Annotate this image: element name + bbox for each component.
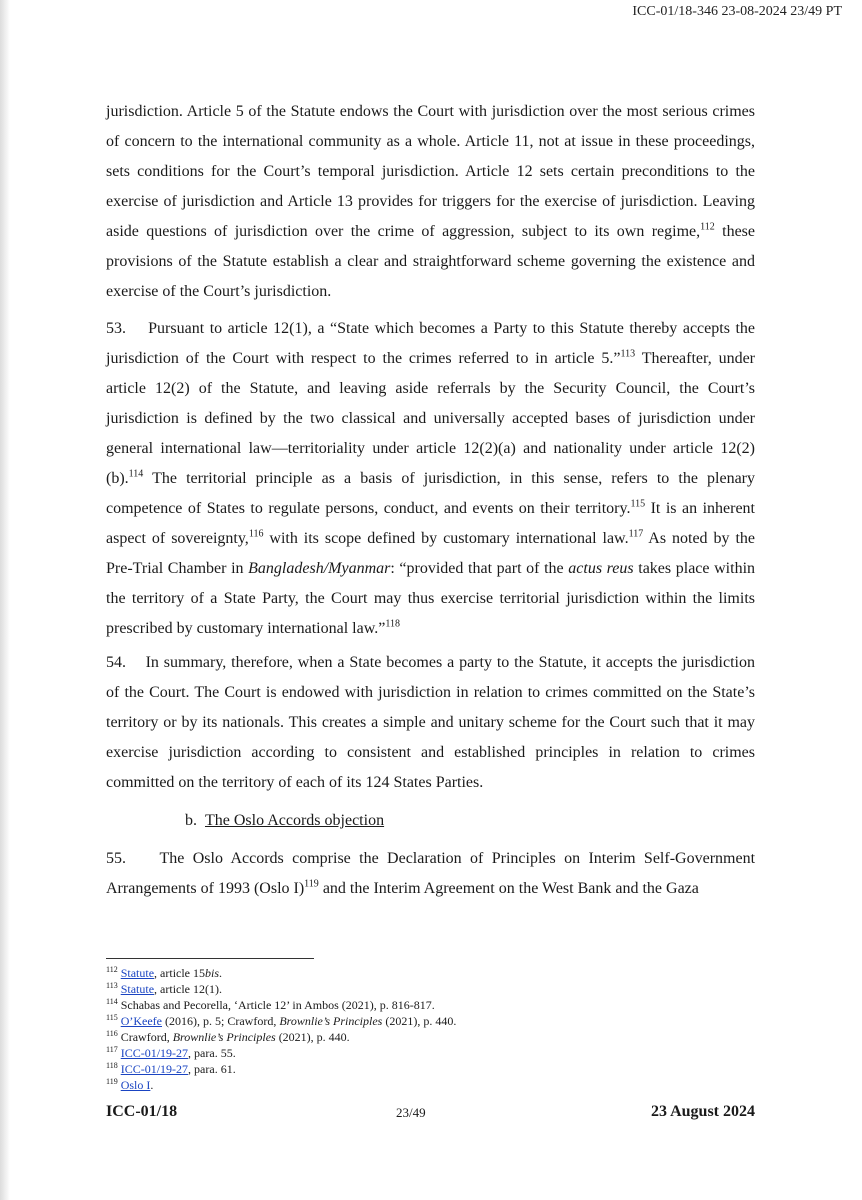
- text: , article 15: [154, 966, 206, 980]
- footnote: [106, 1029, 706, 1045]
- footnote-link[interactable]: Oslo I: [120, 1078, 151, 1092]
- footnote-divider: [106, 958, 314, 959]
- text: It is an inherent aspect of sovereignty,: [106, 500, 755, 547]
- text: (2016), p. 5; Crawford,: [162, 1014, 280, 1028]
- text: Schabas and Pecorella, ‘Article 12’ in Ambos (2021), p. 816-817.: [120, 998, 435, 1012]
- paragraph-number: 54.: [106, 654, 126, 671]
- footnote-number: 112: [106, 965, 118, 974]
- footnote-ref[interactable]: 119: [304, 878, 319, 890]
- text: , para. 61.: [188, 1062, 236, 1076]
- footnote-ref[interactable]: 113: [620, 348, 636, 360]
- footnote-ref[interactable]: 118: [385, 618, 400, 630]
- footnote-ref[interactable]: 116: [248, 528, 264, 540]
- footnote: [106, 1061, 706, 1077]
- text: Pursuant to article 12(1), a “State which becomes a Party to this Statute thereby accepts the jurisdiction of the Court with respect to the crimes referred to in article 5.”: [106, 320, 756, 367]
- text: .: [150, 1078, 154, 1092]
- footnote-ref[interactable]: 117: [628, 528, 644, 540]
- text: takes place within the territory of a State Party, the Court may thus exercise territorial jurisdiction within the limits prescribed by customary international law.”: [106, 560, 756, 637]
- text: bis: [205, 966, 220, 980]
- footnote-link[interactable]: Statute: [120, 982, 155, 996]
- text: : “provided that part of the: [390, 560, 569, 577]
- text: (2021), p. 440.: [382, 1014, 457, 1028]
- footnote: [106, 997, 706, 1013]
- text: jurisdiction. Article 5 of the Statute endows the Court with jurisdiction over the most serious crimes of concern to the international community as a whole. Article 11, not at issue in these proceedings, sets conditions for the Court’s temporal jurisdiction. Article 12 sets certain preconditions to the exercise of jurisdiction and Article 13 provides for triggers for the exercise of jurisdiction. Leaving aside questions of jurisdiction over the crime of aggression, subject to its own regime,: [106, 103, 755, 240]
- paragraph-55: [106, 844, 755, 904]
- text: Brownlie’s Principles: [279, 1014, 383, 1028]
- footnote-number: 118: [106, 1061, 118, 1070]
- footer-date: 23 August 2024: [650, 1103, 755, 1120]
- text: (2021), p. 440.: [275, 1030, 350, 1044]
- case-name: Bangladesh/Myanmar: [248, 560, 391, 577]
- text: As noted by the Pre-Trial Chamber in: [106, 530, 755, 577]
- text: .: [219, 966, 223, 980]
- footnote-number: 114: [106, 997, 118, 1006]
- footnote-number: 113: [106, 981, 118, 990]
- text: The Oslo Accords comprise the Declaration of Principles on Interim Self-Government Arrangements of 1993 (Oslo I): [106, 850, 756, 897]
- footnote-number: 115: [106, 1013, 118, 1022]
- footnote-number: 116: [106, 1029, 118, 1038]
- paragraph-number: 55.: [106, 850, 126, 867]
- footer-page-number: 23/49: [396, 1105, 426, 1120]
- footnote: [106, 1013, 706, 1029]
- footnote-link[interactable]: O’Keefe: [120, 1014, 163, 1028]
- footnote: [106, 981, 706, 997]
- footnote: [106, 1077, 706, 1093]
- text: , article 12(1).: [154, 982, 222, 996]
- footnote-ref[interactable]: 112: [700, 221, 715, 233]
- latin-term: actus reus: [568, 560, 634, 577]
- footnote: [106, 1045, 706, 1061]
- footnote-link[interactable]: ICC-01/19-27: [120, 1062, 189, 1076]
- text: and the Interim Agreement on the West Bank and the Gaza: [318, 880, 699, 897]
- footnote-ref[interactable]: 115: [630, 498, 646, 510]
- text: Thereafter, under article 12(2) of the Statute, and leaving aside referrals by the Security Council, the Court’s jurisdiction is defined by the two classical and universally accepted bases of jurisdiction under general international law—territoriality under article 12(2)(a) and nationality under article 12(2)(b).: [106, 350, 756, 487]
- page-edge-shadow: [0, 0, 10, 1200]
- text: with its scope defined by customary international law.: [263, 530, 629, 547]
- text: , para. 55.: [188, 1046, 236, 1060]
- text: In summary, therefore, when a State becomes a party to the Statute, it accepts the jurisdiction of the Court. The Court is endowed with jurisdiction in relation to crimes committed on the State’s territory or by its nationals. This creates a simple and unitary scheme for the Court such that it may exercise jurisdiction according to consistent and established principles in relation to crimes committed on the territory of each of its 124 States Parties.: [106, 654, 755, 791]
- section-heading: [185, 806, 384, 836]
- paragraph-continued: [106, 97, 755, 307]
- footnote-number: 119: [106, 1077, 118, 1086]
- text: these provisions of the Statute establish a clear and straightforward scheme governing the existence and exercise of the Court’s jurisdiction.: [106, 223, 756, 300]
- footnotes: [106, 965, 706, 1093]
- section-title: The Oslo Accords objection: [205, 812, 385, 829]
- text: Crawford,: [120, 1030, 173, 1044]
- footnote-link[interactable]: ICC-01/19-27: [120, 1046, 189, 1060]
- footnote-number: 117: [106, 1045, 118, 1054]
- text: Brownlie’s Principles: [172, 1030, 276, 1044]
- text: The territorial principle as a basis of jurisdiction, in this sense, refers to the plenary competence of States to regulate persons, conduct, and events on their territory.: [106, 470, 755, 517]
- document-header-id: ICC-01/18-346 23-08-2024 23/49 PT: [632, 4, 842, 19]
- footnote-link[interactable]: Statute: [120, 966, 155, 980]
- footnote-ref[interactable]: 114: [128, 468, 144, 480]
- section-label: b.: [185, 812, 197, 829]
- footnote: [106, 965, 706, 981]
- paragraph-53: [106, 314, 755, 644]
- footer-case-number: ICC-01/18: [106, 1103, 178, 1120]
- paragraph-54: [106, 648, 755, 798]
- paragraph-number: 53.: [106, 320, 126, 337]
